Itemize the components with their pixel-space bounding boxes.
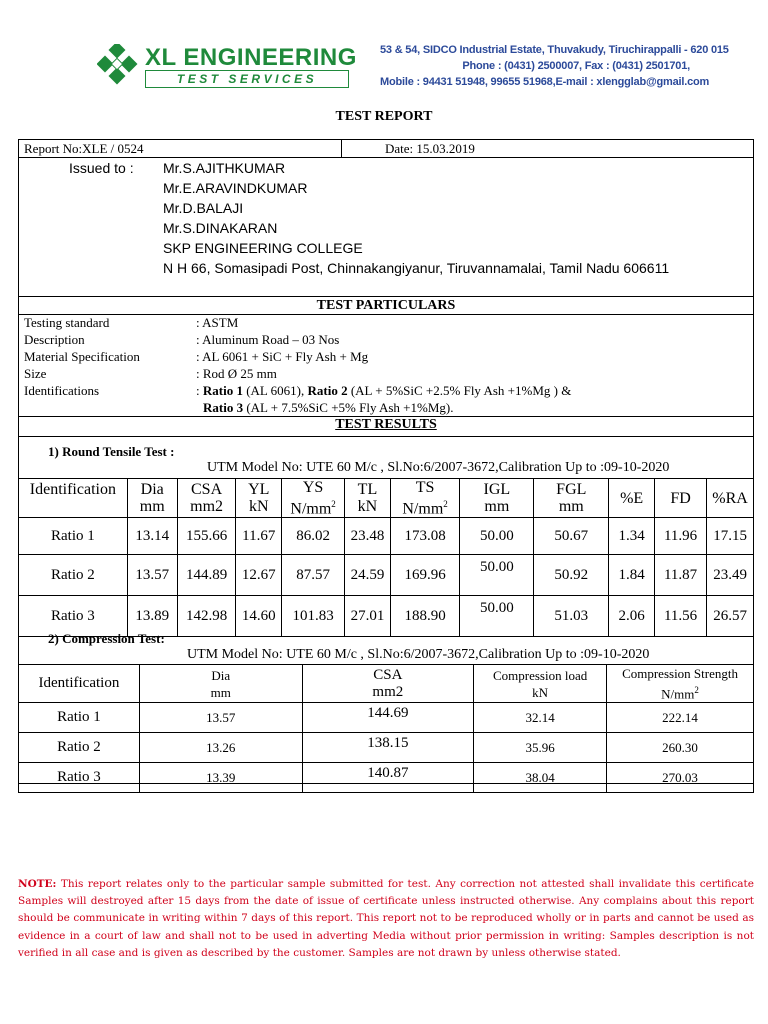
table-cell: Ratio 2 [19,555,128,596]
divider [18,157,754,158]
table-cell: 11.87 [654,555,706,596]
compression-table [18,664,754,793]
table-cell: 222.14 [607,703,754,733]
table-row [19,733,754,763]
table-cell: 27.01 [345,596,391,637]
column-header: Compression load kN [474,665,607,703]
recipient: Mr.E.ARAVINDKUMAR [163,180,308,196]
recipient-college: SKP ENGINEERING COLLEGE [163,240,363,256]
table-cell: 155.66 [177,518,236,555]
table-cell: 138.15 [302,733,474,763]
compression-title: 2) Compression Test: [48,631,165,646]
divider [18,436,754,437]
table-cell: 23.48 [345,518,391,555]
table-cell: 87.57 [282,555,345,596]
table-cell: Ratio 1 [19,703,140,733]
table-header-row [19,479,754,518]
column-header: %E [609,479,655,518]
particular-label: Identifications [24,383,100,398]
column-header: FD [654,479,706,518]
ident-ratio3: Ratio 3 [203,400,244,415]
note-label: NOTE: [18,878,57,890]
table-cell: 2.06 [609,596,655,637]
column-header: CSA mm2 [177,479,236,518]
identifications-line1 [196,383,571,399]
ident-ratio2: Ratio 2 [307,383,348,398]
table-cell: 51.03 [534,596,609,637]
ident-ratio2-text: (AL + 5%SiC +2.5% Fly Ash +1%Mg ) & [347,383,572,398]
table-cell: 13.89 [127,596,177,637]
table-cell: 169.96 [390,555,460,596]
table-cell: 26.57 [707,596,754,637]
column-header: Identification [19,665,140,703]
table-cell: 260.30 [607,733,754,763]
table-cell: Ratio 1 [19,518,128,555]
particular-value: : Aluminum Road – 03 Nos [196,332,340,347]
column-header: YS $N/mm^2$ [282,479,345,518]
table-cell: 173.08 [390,518,460,555]
table-cell: Ratio 3 [19,596,128,637]
recipient: Mr.S.AJITHKUMAR [163,160,286,176]
particular-label: Material Specification [24,349,140,364]
column-header: TL kN [345,479,391,518]
table-cell: 38.04 [474,763,607,793]
disclaimer-note [18,876,754,962]
table-cell: 17.15 [707,518,754,555]
report-title: TEST REPORT [335,109,433,124]
column-header: CSA mm2 [302,665,474,703]
table-cell: 12.67 [236,555,282,596]
table-cell: 50.00 [460,555,534,596]
table-cell: Ratio 2 [19,733,140,763]
issued-to-label: Issued to : [69,160,134,176]
identifications-line2 [203,400,453,416]
table-cell: 23.49 [707,555,754,596]
table-cell: 11.56 [654,596,706,637]
table-cell: 13.57 [139,703,302,733]
note-text: This report relates only to the particular sample submitted for test. Any correction not attested shall invalidate this certificate Samples will destroyed after 15 days from the date of issue of certificate unless instructed otherwise. Any complains about this report should be communicate in writing within 7 days of this report. This report not to be reproduced wholly or in parts and cannot be used as evidence in a court of law and shall not to be used in adverting Media without prior permission in writing: Samples description is not verified in all case and is given as described by the customer. Samples are not drawn by unless otherwise stated. [18,878,754,959]
table-cell: 144.69 [302,703,474,733]
table-cell: 101.83 [282,596,345,637]
recipient-address: N H 66, Somasipadi Post, Chinnakangiyanur, Tiruvannamalai, Tamil Nadu 606611 [163,260,670,276]
table-cell: 1.84 [609,555,655,596]
ident-ratio1-text: (AL 6061), [242,383,308,398]
column-header: YL kN [236,479,282,518]
company-logo [97,44,357,92]
column-header: Identification [19,479,128,518]
compression-utm: UTM Model No: UTE 60 M/c , Sl.No:6/2007-3672,Calibration Up to :09-10-2020 [187,647,650,662]
table-header-row [19,665,754,703]
column-header: Dia mm [139,665,302,703]
particular-label: Size [24,366,47,381]
particular-label: Testing standard [24,315,110,330]
table-cell: 50.67 [534,518,609,555]
xl-logo-icon [97,44,145,92]
company-phone: Phone : (0431) 2500007, Fax : (0431) 2501701, [462,60,690,72]
column-header: IGL mm [460,479,534,518]
table-row [19,518,754,555]
company-name: XL ENGINEERING [145,44,357,71]
table-cell: 13.57 [127,555,177,596]
report-date: Date: 15.03.2019 [385,141,475,156]
table-cell: 13.39 [139,763,302,793]
divider [18,296,754,297]
table-cell: 50.00 [460,518,534,555]
company-subtitle: TEST SERVICES [145,70,349,88]
table-cell: 144.89 [177,555,236,596]
table-cell: 13.26 [139,733,302,763]
recipient: Mr.D.BALAJI [163,200,244,216]
table-cell: 142.98 [177,596,236,637]
column-header: FGL mm [534,479,609,518]
table-cell: 50.92 [534,555,609,596]
table-row [19,703,754,733]
table-cell: 86.02 [282,518,345,555]
table-cell: 140.87 [302,763,474,793]
table-cell: 188.90 [390,596,460,637]
ident-ratio1: Ratio 1 [202,383,243,398]
results-heading: TEST RESULTS [335,417,437,432]
table-cell: 14.60 [236,596,282,637]
divider [18,314,754,315]
table-cell: Ratio 3 [19,763,140,793]
divider [341,139,342,157]
particular-value: : AL 6061 + SiC + Fly Ash + Mg [196,349,369,364]
ident-ratio3-text: (AL + 7.5%SiC +5% Fly Ash +1%Mg). [243,400,454,415]
report-number: Report No:XLE / 0524 [24,141,144,156]
tensile-table [18,478,754,637]
table-cell: 13.14 [127,518,177,555]
table-cell: 35.96 [474,733,607,763]
table-cell: 24.59 [345,555,391,596]
table-cell: 11.96 [654,518,706,555]
company-address: 53 & 54, SIDCO Industrial Estate, Thuvakudy, Tiruchirappalli - 620 015 [380,44,729,56]
table-row [19,763,754,793]
table-cell: 50.00 [460,596,534,637]
recipient: Mr.S.DINAKARAN [163,220,278,236]
table-cell: 270.03 [607,763,754,793]
column-header: Compression Strength $N/mm^2$ [607,665,754,703]
particular-value: : Rod Ø 25 mm [196,366,277,381]
column-header: TS $N/mm^2$ [390,479,460,518]
table-cell: 1.34 [609,518,655,555]
table-row [19,555,754,596]
column-header: Dia mm [127,479,177,518]
table-cell: 11.67 [236,518,282,555]
particulars-heading: TEST PARTICULARS [316,298,456,313]
ident-colon: : [196,383,203,398]
particular-value: : ASTM [196,315,239,330]
company-mobile-email: Mobile : 94431 51948, 99655 51968,E-mail : xlengglab@gmail.com [380,76,710,88]
column-header: %RA [707,479,754,518]
tensile-utm: UTM Model No: UTE 60 M/c , Sl.No:6/2007-3672,Calibration Up to :09-10-2020 [207,460,670,475]
particular-label: Description [24,332,85,347]
table-cell: 32.14 [474,703,607,733]
tensile-title: 1) Round Tensile Test : [48,444,175,459]
